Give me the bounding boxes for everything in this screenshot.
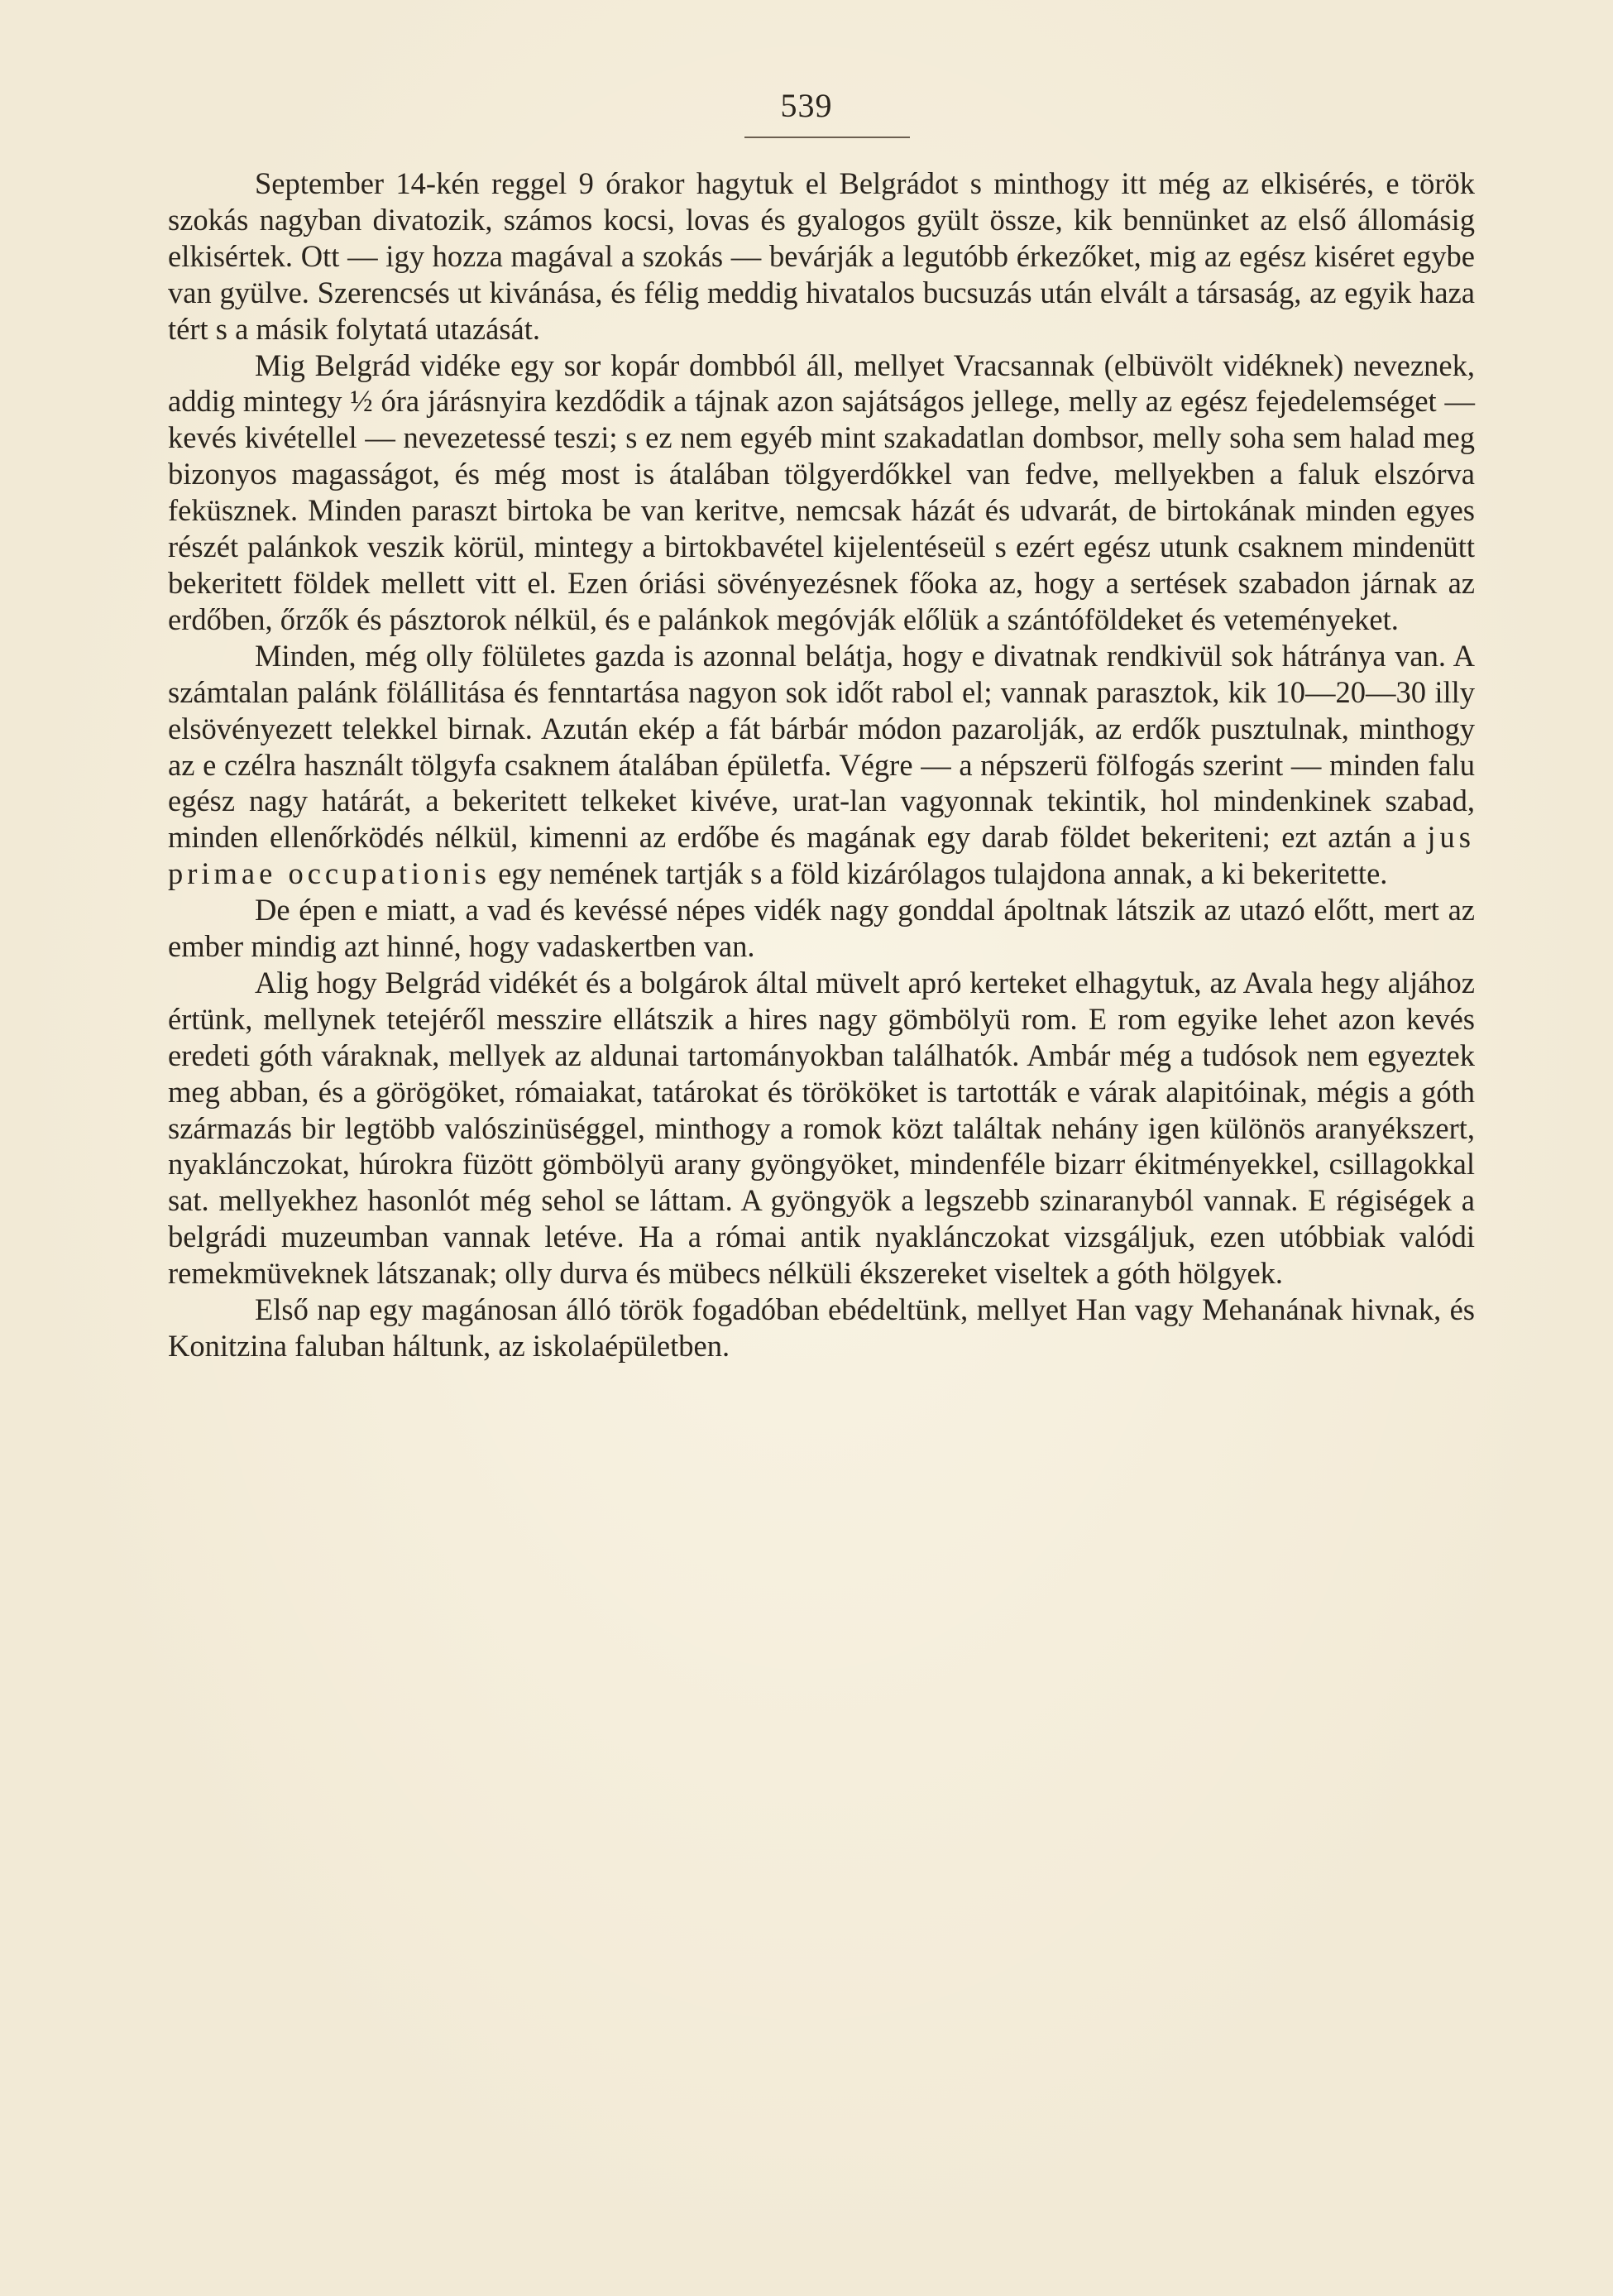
page-number: 539: [780, 87, 833, 124]
page-number-rule: [744, 137, 910, 138]
paragraph-landscape: Mig Belgrád vidéke egy sor kopár dombból áll, mellyet Vracsannak (elbüvölt vidéknek) neveznek, addig mintegy ½ óra járásnyira kezdődik a tájnak azon sajátságos jellege, melly az egész fejedelemséget — kevés kivétellel — nevezetessé teszi; s ez nem egyéb mint szakadatlan dombsor, melly soha sem halad meg bizonyos magasságot, és még most is átalában tölgyerdőkkel van fedve, mellyekben a faluk elszórva feküsznek. Minden paraszt birtoka be van keritve, nemcsak házát és udvarát, de birtokának minden egyes részét palánkok veszik körül, mintegy a birtokbavétel kijelentéseül s ezért egész utunk csaknem mindenütt bekeritett földek mellett vitt el. Ezen óriási sövényezésnek főoka az, hogy a sertések szabadon járnak az erdőben, őrzők és pásztorok nélkül, és e palánkok megóvják előlük a szántóföldeket és veteményeket.: [168, 348, 1475, 636]
body-text: [168, 165, 1475, 1364]
paragraph-departure: September 14-kén reggel 9 órakor hagytuk el Belgrádot s minthogy itt még az elkisérés, e török szokás nagyban divatozik, számos kocsi, lovas és gyalogos gyült össze, kik bennünket az első állomásig elkisértek. Ott — igy hozza magával a szokás — bevárják a legutóbb érkezőket, mig az egész kiséret egybe van gyülve. Szerencsés ut kivánása, és félig meddig hivatalos bucsuzás után elvált a társaság, az egyik haza tért s a másik folytatá utazását.: [168, 166, 1475, 346]
paragraph-first-day: Első nap egy magánosan álló török fogadóban ebédeltünk, mellyet Han vagy Mehanának hivnak, és Konitzina faluban háltunk, az iskolaépületben.: [168, 1292, 1475, 1363]
paragraph-fences-text: Minden, még olly fölületes gazda is azonnal belátja, hogy e divatnak rendkivül sok hátránya van. A számtalan palánk fölállitása és fenntartása nagyon sok időt rabol el; vannak parasztok, kik 10—20—30 illy elsövényezett telekkel birnak. Azután ekép a fát bárbár módon pazarolják, az erdők pusztulnak, minthogy az e czélra használt tölgyfa csaknem átalában épületfa. Végre — a népszerü fölfogás szerint — minden falu egész nagy határát, a bekeritett telkeket kivéve, urat-lan vagyonnak tekintik, hol mindenkinek szabad, minden ellenőrködés nélkül, kimenni az erdőbe és magának egy darab földet bekeriteni; ezt aztán a: [168, 638, 1475, 855]
paragraph-fences: [168, 638, 1475, 892]
latin-phrase: jus primae occupationis: [168, 820, 1475, 891]
paragraph-avala-ruin: Alig hogy Belgrád vidékét és a bolgárok által müvelt apró kerteket elhagytuk, az Avala hegy aljához értünk, mellynek tetejéről messzire ellátszik a hires nagy gömbölyü rom. E rom egyike lehet azon kevés eredeti góth váraknak, mellyek az aldunai tartományokban találhatók. Ambár még a tudósok nem egyeztek meg abban, és a görögöket, rómaiakat, tatárokat és törököket is tartották e várak alapitóinak, mégis a góth származás bir legtöbb valószinüséggel, minthogy a romok közt találtak nehány igen különös aranyékszert, nyaklánczokat, húrokra füzött gömbölyü arany gyöngyöket, mindenféle bizarr ékitményekkel, csillagokkal sat. mellyekhez hasonlót még sehol se láttam. A gyöngyök a legszebb szinaranyból vannak. E régiségek a belgrádi muzeumban vannak letéve. Ha a római antik nyaklánczokat vizsgáljuk, ezen utóbbiak valódi remekmüveknek látszanak; olly durva és mübecs nélküli ékszereket viseltek a góth hölgyek.: [168, 965, 1475, 1291]
paragraph-fences-end: egy nemének tartják s a föld kizárólagos tulajdona annak, a ki bekeritette.: [498, 856, 1388, 891]
paragraph-wilderness: De épen e miatt, a vad és kevéssé népes vidék nagy gonddal ápoltnak látszik az utazó előtt, mert az ember mindig azt hinné, hogy vadaskertben van.: [168, 893, 1475, 964]
